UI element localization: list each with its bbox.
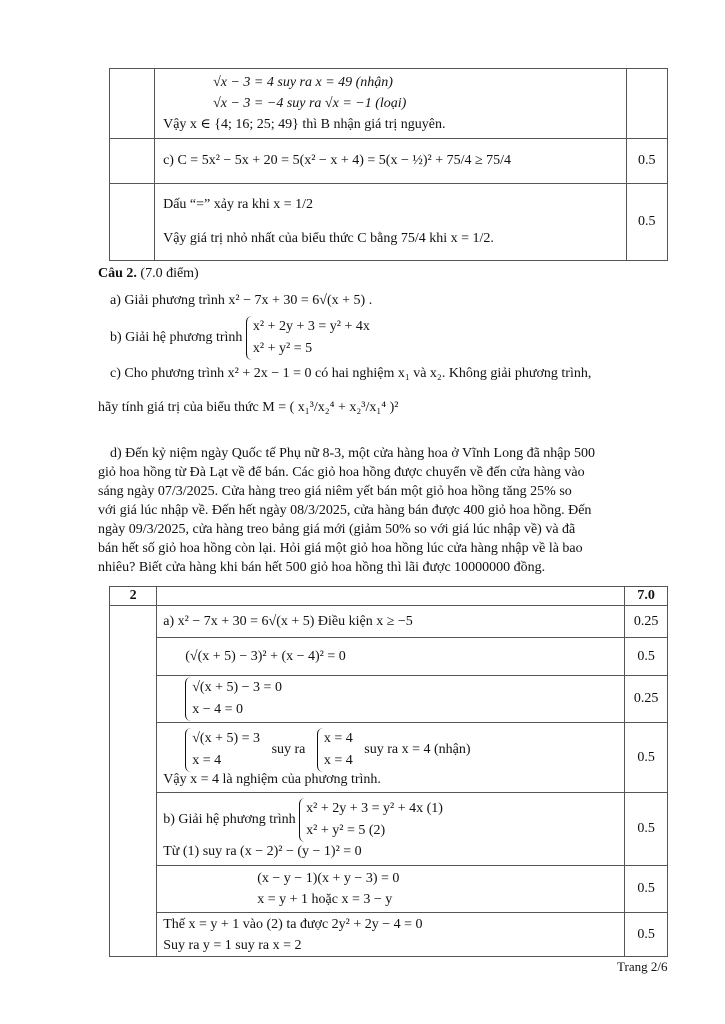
answer-step (157, 866, 625, 913)
question-part-c-line1: c) Cho phương trình x² + 2x − 1 = 0 có hai nghiệm x₁ và x₂. Không giải phương trình, (110, 366, 592, 381)
solution-line: √x − 3 = −4 suy ra √x = −1 (loại) (213, 96, 407, 111)
part-d-line: d) Đến kỷ niệm ngày Quốc tế Phụ nữ 8-3, một cửa hàng hoa ở Vĩnh Long đã nhập 500 (110, 446, 596, 461)
question-part-a: a) Giải phương trình x² − 7x + 30 = 6√(x + 5) . (110, 293, 373, 308)
system-equation-2: x = 4 (323, 752, 353, 768)
score-cell: 0.25 (625, 676, 668, 723)
equation-system (185, 677, 282, 721)
equation-system (317, 728, 353, 772)
score-cell-empty (626, 69, 668, 139)
answer-step-line: Từ (1) suy ra (x − 2)² − (y − 1)² = 0 (163, 844, 362, 859)
answer-step-line (163, 728, 624, 772)
answer-step-line: Thế x = y + 1 vào (2) ta được 2y² + 2y − 4 = 0 (163, 916, 423, 932)
equation-system (185, 728, 260, 772)
part-d-line: giỏ hoa hồng từ Đà Lạt về để bán. Các giỏ hoa hồng được chuyển về đến cửa hàng vào (98, 465, 585, 480)
solution-cell (155, 69, 626, 139)
system-equation-1: √(x + 5) − 3 = 0 (192, 680, 282, 695)
score-cell: 0.5 (625, 913, 668, 957)
question-part-b (110, 316, 370, 360)
equation-system (246, 316, 370, 360)
score-cell: 0.5 (625, 723, 668, 793)
answer-step-line: x = y + 1 hoặc x = 3 − y (257, 892, 393, 907)
system-equation-2: x − 4 = 0 (192, 702, 244, 717)
answer-step-line: Suy ra y = 1 suy ra x = 2 (163, 937, 302, 953)
score-cell: 0.5 (625, 793, 668, 866)
expression-m: ( x₁³/x₂⁴ + x₂³/x₁⁴ )² (289, 400, 399, 415)
part-d-line: nhiêu? Biết cửa hàng khi bán hết 500 giỏ hoa hồng thì lãi được 10000000 đồng. (98, 560, 546, 575)
answer-step (157, 723, 625, 793)
system-equation-1: x² + 2y + 3 = y² + 4x (1) (306, 801, 443, 816)
score-cell: 0.25 (625, 606, 668, 638)
answer-step-line: Vậy x = 4 là nghiệm của phương trình. (163, 771, 381, 787)
question-part-d (98, 444, 672, 577)
answer-step-line (163, 798, 624, 842)
part-d-line: ngày 09/3/2025, cửa hàng treo bảng giá mới (giảm 50% so với giá lúc nhập về) và đã (98, 522, 576, 537)
system-equation-1: x = 4 (323, 730, 353, 746)
solution-line: √x − 3 = 4 suy ra x = 49 (nhận) (213, 75, 393, 90)
question-number: Câu 2. (98, 266, 137, 281)
score-cell: 0.5 (626, 139, 668, 184)
part-d-line: bán hết số giỏ hoa hồng còn lại. Hỏi giá một giỏ hoa hồng lúc cửa hàng nhập về là bao (98, 541, 583, 556)
system-equation-1: √(x + 5) = 3 (192, 730, 261, 746)
part-c-lead: hãy tính giá trị của biểu thức M = (98, 400, 287, 415)
question-cell-empty (110, 139, 155, 184)
question-points: (7.0 điểm) (140, 266, 199, 281)
solution-line: Vậy x ∈ {4; 16; 25; 49} thì B nhận giá trị nguyên. (163, 117, 446, 132)
solution-line: Vậy giá trị nhỏ nhất của biểu thức C bằng 75/4 khi x = 1/2. (163, 231, 494, 246)
answer-step-text: suy ra x = 4 (nhận) (364, 741, 471, 757)
question-title (98, 266, 199, 282)
question-cell-empty (110, 184, 155, 261)
score-cell: 0.5 (626, 184, 668, 261)
total-score-cell: 7.0 (625, 587, 668, 606)
solution-cell (155, 139, 626, 184)
equation-system (299, 798, 443, 842)
question-cell-empty (110, 69, 155, 139)
part-d-line: sáng ngày 07/3/2025. Cửa hàng treo giá niêm yết bán một giỏ hoa hồng tăng 25% so (98, 484, 572, 499)
question-number-cell: 2 (110, 587, 157, 606)
system-equation-2: x² + y² = 5 (252, 341, 313, 356)
header-empty-cell (157, 587, 625, 606)
question-cell-empty (110, 606, 157, 957)
part-d-line: với giá lúc nhập về. Đến hết ngày 08/3/2025, cửa hàng bán được 400 giỏ hoa hồng. Đến (98, 503, 592, 518)
solution-cell (155, 184, 626, 261)
answer-step (157, 913, 625, 957)
answer-step: a) x² − 7x + 30 = 6√(x + 5) Điều kiện x ≥ −5 (157, 606, 625, 638)
solution-line: c) C = 5x² − 5x + 20 = 5(x² − x + 4) = 5 (163, 153, 386, 168)
answer-step-text: suy ra (271, 741, 306, 757)
score-cell: 0.5 (625, 866, 668, 913)
score-cell: 0.5 (625, 638, 668, 676)
top-answer-table (109, 68, 668, 261)
system-equation-2: x = 4 (192, 752, 222, 768)
answer-step (157, 793, 625, 866)
answer-step-text: b) Giải hệ phương trình (163, 812, 296, 827)
page-number: Trang 2/6 (617, 959, 668, 974)
answer-step-line: (x − y − 1)(x + y − 3) = 0 (257, 871, 400, 886)
solution-line: (x − ½)² + 75/4 ≥ 75/4 (385, 153, 512, 168)
part-b-lead: b) Giải hệ phương trình (110, 330, 243, 345)
solution-line: Dấu “=” xảy ra khi x = 1/2 (163, 197, 313, 212)
question-part-c-line2 (98, 400, 399, 416)
system-equation-2: x² + y² = 5 (2) (306, 823, 386, 838)
answer-step: (√(x + 5) − 3)² + (x − 4)² = 0 (157, 638, 625, 676)
answer-table (109, 586, 668, 957)
answer-step (157, 676, 625, 723)
system-equation-1: x² + 2y + 3 = y² + 4x (252, 319, 370, 334)
